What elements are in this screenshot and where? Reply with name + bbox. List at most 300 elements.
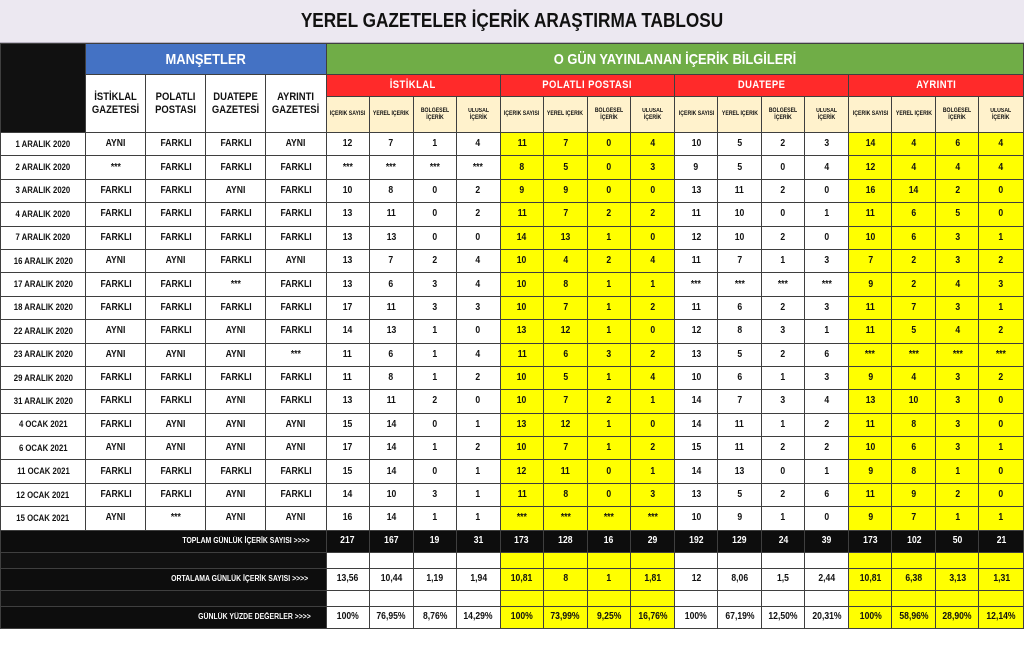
metric-header [762, 97, 805, 133]
value-cell-text: 0 [998, 184, 1004, 196]
value-cell-text: 4 [911, 372, 917, 384]
date-cell-text: 2 ARALIK 2020 [15, 162, 71, 173]
value-cell-text: *** [908, 348, 919, 360]
metric-header [718, 97, 762, 133]
summary-value-text: 100% [336, 611, 359, 623]
manset-cell-text: AYNI [165, 348, 186, 360]
metric-header [979, 97, 1024, 133]
value-cell [805, 156, 849, 179]
spacer-cell [762, 590, 805, 606]
summary-value-text: 50 [952, 535, 963, 547]
value-cell-text: 1 [432, 348, 438, 360]
date-cell [1, 179, 86, 202]
value-cell [543, 273, 587, 296]
value-cell-text: 2 [475, 184, 481, 196]
value-cell [630, 179, 674, 202]
value-cell-text: 0 [432, 231, 438, 243]
value-cell [587, 366, 630, 389]
value-cell-text: 13 [342, 208, 353, 220]
manset-cell-text: AYNI [225, 512, 246, 524]
value-cell-text: 3 [650, 161, 655, 173]
value-cell-text: 11 [517, 348, 527, 360]
value-cell-text: 3 [432, 489, 438, 501]
summary-value [675, 530, 718, 552]
gazete-col-header [206, 75, 266, 133]
table-row [1, 320, 1024, 343]
value-cell-text: 7 [562, 208, 568, 220]
summary-value-text: 16,76% [637, 611, 668, 623]
value-cell-text: 10 [386, 489, 396, 501]
manset-cell-text: FARKLI [100, 278, 132, 290]
value-cell-text: *** [821, 278, 832, 290]
summary-value-text: 1,5 [777, 573, 790, 585]
date-cell-text: 12 OCAK 2021 [16, 489, 70, 500]
manset-cell [86, 203, 146, 226]
value-cell-text: 6 [737, 372, 743, 384]
value-cell [979, 390, 1024, 413]
value-cell-text: 10 [734, 231, 745, 243]
summary-value [456, 606, 500, 628]
value-cell-text: 0 [998, 465, 1004, 477]
value-cell-text: 3 [824, 301, 830, 313]
value-cell-text: 0 [998, 418, 1004, 430]
manset-cell [146, 249, 206, 272]
spacer-cell [630, 552, 674, 568]
summary-value [369, 568, 413, 590]
value-cell [892, 413, 936, 436]
spacer-cell [892, 552, 936, 568]
value-cell-text: 0 [650, 325, 655, 337]
value-cell-text: 5 [737, 161, 743, 173]
value-cell [326, 156, 369, 179]
value-cell-text: 13 [691, 348, 701, 360]
mansetler-header-text: MANŞETLER [165, 50, 246, 68]
value-cell-text: 9 [867, 278, 873, 290]
date-cell [1, 133, 86, 156]
value-cell-text: 2 [650, 442, 655, 454]
value-cell-text: 5 [737, 348, 743, 360]
value-cell [675, 320, 718, 343]
value-cell [718, 507, 762, 530]
summary-value-text: 28,90% [942, 611, 973, 623]
manset-cell-text: FARKLI [160, 184, 192, 196]
value-cell-text: 1 [606, 231, 612, 243]
value-cell [369, 460, 413, 483]
summary-value-text: 76,95% [376, 611, 406, 623]
value-cell [413, 249, 456, 272]
mansetler-header [86, 44, 326, 75]
metric-header-text: İÇERİK SAYISI [678, 111, 714, 118]
manset-cell [206, 460, 266, 483]
value-cell-text: 11 [691, 301, 701, 313]
summary-value-text: 100% [859, 611, 882, 623]
spacer-cell [936, 552, 979, 568]
value-cell [849, 413, 892, 436]
value-cell-text: 0 [606, 161, 612, 173]
value-cell [892, 156, 936, 179]
manset-cell-text: AYNI [286, 418, 306, 430]
value-cell [936, 437, 979, 460]
table-row [1, 179, 1024, 202]
value-cell [849, 156, 892, 179]
manset-cell-text: FARKLI [220, 208, 252, 220]
manset-cell-text: FARKLI [280, 208, 312, 220]
value-cell-text: 1 [606, 301, 612, 313]
summary-value [413, 530, 456, 552]
value-cell-text: 8 [911, 465, 917, 477]
value-cell [849, 366, 892, 389]
value-cell-text: 10 [517, 301, 527, 313]
metric-header [892, 97, 936, 133]
manset-cell-text: FARKLI [220, 161, 252, 173]
manset-cell-text: AYNI [105, 442, 126, 454]
value-cell [805, 343, 849, 366]
summary-label [1, 530, 327, 552]
value-cell-text: 4 [911, 161, 917, 173]
value-cell [762, 343, 805, 366]
value-cell-text: 0 [650, 418, 655, 430]
manset-cell-text: FARKLI [280, 489, 312, 501]
value-cell [805, 273, 849, 296]
value-cell [456, 203, 500, 226]
value-cell-text: 1 [998, 231, 1004, 243]
value-cell [326, 226, 369, 249]
summary-value-text: 31 [473, 535, 484, 547]
summary-value [326, 606, 369, 628]
value-cell [936, 203, 979, 226]
manset-cell [206, 437, 266, 460]
value-cell-text: 3 [824, 372, 830, 384]
value-cell [762, 249, 805, 272]
spacer-cell [892, 590, 936, 606]
value-cell-text: 13 [386, 325, 396, 337]
value-cell [892, 273, 936, 296]
manset-cell-text: AYNI [225, 184, 246, 196]
summary-value [587, 568, 630, 590]
value-cell [718, 320, 762, 343]
value-cell [718, 179, 762, 202]
value-cell [936, 460, 979, 483]
value-cell [413, 203, 456, 226]
manset-cell-text: FARKLI [280, 395, 312, 407]
value-cell-text: 15 [691, 442, 701, 454]
manset-cell-text: FARKLI [160, 489, 192, 501]
value-cell [630, 156, 674, 179]
manset-cell [146, 366, 206, 389]
value-cell [500, 203, 543, 226]
summary-value [805, 606, 849, 628]
summary-value [718, 606, 762, 628]
manset-cell [86, 437, 146, 460]
value-cell [936, 156, 979, 179]
value-cell-text: 0 [650, 184, 655, 196]
value-cell-text: 0 [475, 231, 481, 243]
value-cell [500, 390, 543, 413]
value-cell-text: 10 [517, 395, 527, 407]
value-cell-text: 14 [691, 418, 701, 430]
summary-value-text: 10,81 [859, 573, 882, 585]
summary-value-text: 8,06 [731, 573, 749, 585]
value-cell-text: 3 [432, 301, 438, 313]
manset-cell-text: FARKLI [160, 301, 192, 313]
value-cell [718, 273, 762, 296]
table-row [1, 296, 1024, 319]
value-cell-text: 1 [432, 442, 438, 454]
value-cell [587, 343, 630, 366]
manset-cell [206, 133, 266, 156]
manset-cell-text: FARKLI [100, 372, 132, 384]
value-cell-text: 5 [562, 372, 568, 384]
table-row [1, 483, 1024, 506]
value-cell [500, 156, 543, 179]
value-cell [413, 390, 456, 413]
summary-label [1, 568, 327, 590]
summary-value-text: 12,50% [768, 611, 798, 623]
manset-cell-text: AYNI [225, 442, 246, 454]
value-cell-text: 13 [691, 184, 701, 196]
value-cell-text: 16 [342, 512, 353, 524]
manset-cell-text: AYNI [286, 512, 306, 524]
date-cell-text: 31 ARALIK 2020 [13, 395, 73, 406]
manset-cell-text: FARKLI [160, 465, 192, 477]
value-cell-text: 2 [998, 325, 1004, 337]
value-cell [500, 273, 543, 296]
value-cell-text: 10 [517, 278, 527, 290]
value-cell-text: 11 [560, 465, 570, 477]
table-row [1, 366, 1024, 389]
value-cell-text: 9 [911, 489, 917, 501]
value-cell [630, 460, 674, 483]
value-cell-text: 0 [780, 161, 786, 173]
table-row [1, 273, 1024, 296]
value-cell-text: 8 [911, 418, 917, 430]
summary-value [675, 606, 718, 628]
value-cell [587, 390, 630, 413]
value-cell [936, 507, 979, 530]
manset-cell [206, 203, 266, 226]
value-cell-text: 2 [911, 278, 917, 290]
value-cell [979, 203, 1024, 226]
value-cell [762, 483, 805, 506]
manset-cell-text: FARKLI [100, 208, 132, 220]
value-cell [892, 366, 936, 389]
value-cell [718, 366, 762, 389]
summary-value-text: 10,44 [380, 573, 402, 585]
value-cell [369, 273, 413, 296]
spacer-cell [500, 552, 543, 568]
value-cell-text: 10 [865, 231, 876, 243]
value-cell-text: 7 [388, 138, 394, 150]
value-cell [630, 366, 674, 389]
value-cell-text: 3 [824, 255, 830, 267]
value-cell-text: 10 [517, 255, 527, 267]
manset-cell [266, 483, 326, 506]
manset-cell [266, 133, 326, 156]
value-cell [630, 343, 674, 366]
manset-cell-text: FARKLI [280, 161, 312, 173]
value-cell-text: 10 [517, 372, 527, 384]
table-row [1, 460, 1024, 483]
value-cell-text: 9 [867, 512, 873, 524]
spacer-cell [979, 590, 1024, 606]
value-cell-text: 4 [475, 138, 481, 150]
value-cell [979, 156, 1024, 179]
value-cell-text: 2 [780, 301, 786, 313]
value-cell [326, 366, 369, 389]
value-cell-text: 3 [955, 255, 960, 267]
value-cell [369, 320, 413, 343]
value-cell [630, 413, 674, 436]
value-cell [762, 273, 805, 296]
value-cell-text: 2 [824, 442, 830, 454]
value-cell [456, 320, 500, 343]
value-cell-text: 0 [606, 184, 612, 196]
value-cell-text: 12 [517, 465, 527, 477]
manset-cell-text: FARKLI [160, 231, 192, 243]
value-cell [718, 296, 762, 319]
value-cell [805, 133, 849, 156]
summary-value [543, 568, 587, 590]
value-cell-text: 1 [998, 512, 1004, 524]
value-cell [326, 413, 369, 436]
manset-cell [146, 203, 206, 226]
value-cell [326, 320, 369, 343]
manset-cell-text: AYNI [165, 442, 186, 454]
value-cell [675, 296, 718, 319]
manset-cell [206, 483, 266, 506]
manset-cell-text: AYNI [225, 348, 246, 360]
manset-cell [206, 179, 266, 202]
metric-header-text: BÖLGESEL İÇERİK [420, 107, 449, 121]
manset-cell [146, 413, 206, 436]
metric-header-text: BÖLGESEL İÇERİK [768, 107, 798, 121]
value-cell-text: 1 [606, 418, 612, 430]
value-cell [805, 226, 849, 249]
spacer-row [1, 552, 1024, 568]
value-cell-text: 11 [517, 208, 527, 220]
value-cell [587, 483, 630, 506]
summary-value [979, 530, 1024, 552]
value-cell-text: 6 [911, 442, 917, 454]
manset-cell [266, 226, 326, 249]
manset-cell-text: FARKLI [280, 372, 312, 384]
spacer-cell [718, 552, 762, 568]
value-cell-text: 11 [691, 208, 701, 220]
value-cell [979, 320, 1024, 343]
value-cell-text: 2 [780, 231, 786, 243]
summary-value [456, 568, 500, 590]
value-cell [718, 460, 762, 483]
value-cell [587, 296, 630, 319]
value-cell-text: 4 [998, 161, 1004, 173]
value-cell [849, 390, 892, 413]
metric-header [326, 97, 369, 133]
value-cell-text: 2 [475, 208, 481, 220]
value-cell-text: *** [734, 278, 745, 290]
manset-cell-text: *** [170, 512, 181, 524]
manset-cell [86, 156, 146, 179]
summary-value-text: 58,96% [899, 611, 929, 623]
value-cell-text: 6 [388, 348, 394, 360]
manset-cell-text: FARKLI [100, 465, 132, 477]
value-cell-text: 2 [650, 301, 655, 313]
metric-header-text: ULUSAL İÇERİK [816, 107, 838, 121]
value-cell-text: 12 [342, 138, 353, 150]
date-cell-text: 7 ARALIK 2020 [15, 232, 71, 243]
value-cell-text: 2 [780, 489, 786, 501]
gazete-col-header-text: DUATEPE GAZETESİ [212, 90, 260, 116]
value-cell [326, 179, 369, 202]
date-cell [1, 413, 86, 436]
value-cell-text: 0 [432, 465, 438, 477]
value-cell-text: 2 [780, 184, 786, 196]
value-cell-text: 0 [998, 208, 1004, 220]
table-row [1, 133, 1024, 156]
value-cell [936, 366, 979, 389]
value-cell [587, 156, 630, 179]
date-cell-text: 11 OCAK 2021 [16, 466, 70, 477]
value-cell [543, 179, 587, 202]
value-cell-text: 4 [475, 255, 481, 267]
value-cell-text: 13 [734, 465, 745, 477]
value-cell-text: *** [560, 512, 571, 524]
summary-value-text: 217 [340, 535, 355, 547]
value-cell [369, 483, 413, 506]
value-cell [849, 296, 892, 319]
value-cell-text: 0 [780, 465, 786, 477]
value-cell [718, 133, 762, 156]
value-cell-text: 6 [911, 208, 917, 220]
metric-header-text: ULUSAL İÇERİK [467, 107, 489, 121]
value-cell [500, 343, 543, 366]
value-cell-text: 11 [735, 184, 745, 196]
value-cell-text: 1 [475, 465, 481, 477]
value-cell-text: 8 [737, 325, 743, 337]
manset-cell [266, 507, 326, 530]
manset-cell-text: AYNI [286, 442, 306, 454]
manset-cell-text: AYNI [225, 325, 246, 337]
manset-cell [206, 296, 266, 319]
value-cell [892, 390, 936, 413]
newspaper-header-polatli-text: POLATLI POSTASI [542, 79, 633, 91]
value-cell-text: 1 [606, 325, 612, 337]
value-cell-text: 3 [955, 372, 960, 384]
date-cell [1, 320, 86, 343]
value-cell-text: 0 [432, 184, 438, 196]
value-cell-text: 3 [824, 138, 830, 150]
value-cell [718, 483, 762, 506]
summary-value-text: 1,19 [426, 573, 444, 585]
value-cell [892, 179, 936, 202]
value-cell [369, 133, 413, 156]
manset-cell [86, 413, 146, 436]
value-cell [543, 343, 587, 366]
value-cell-text: 7 [867, 255, 873, 267]
spacer-cell [936, 590, 979, 606]
value-cell [675, 273, 718, 296]
value-cell [805, 483, 849, 506]
value-cell-text: 17 [342, 442, 353, 454]
value-cell [587, 273, 630, 296]
value-cell [849, 343, 892, 366]
value-cell [675, 413, 718, 436]
manset-cell [86, 249, 146, 272]
metric-header-text: İÇERİK SAYISI [329, 111, 366, 118]
value-cell [805, 320, 849, 343]
metric-header-text: ULUSAL İÇERİK [642, 107, 663, 121]
value-cell [369, 226, 413, 249]
manset-cell [266, 320, 326, 343]
